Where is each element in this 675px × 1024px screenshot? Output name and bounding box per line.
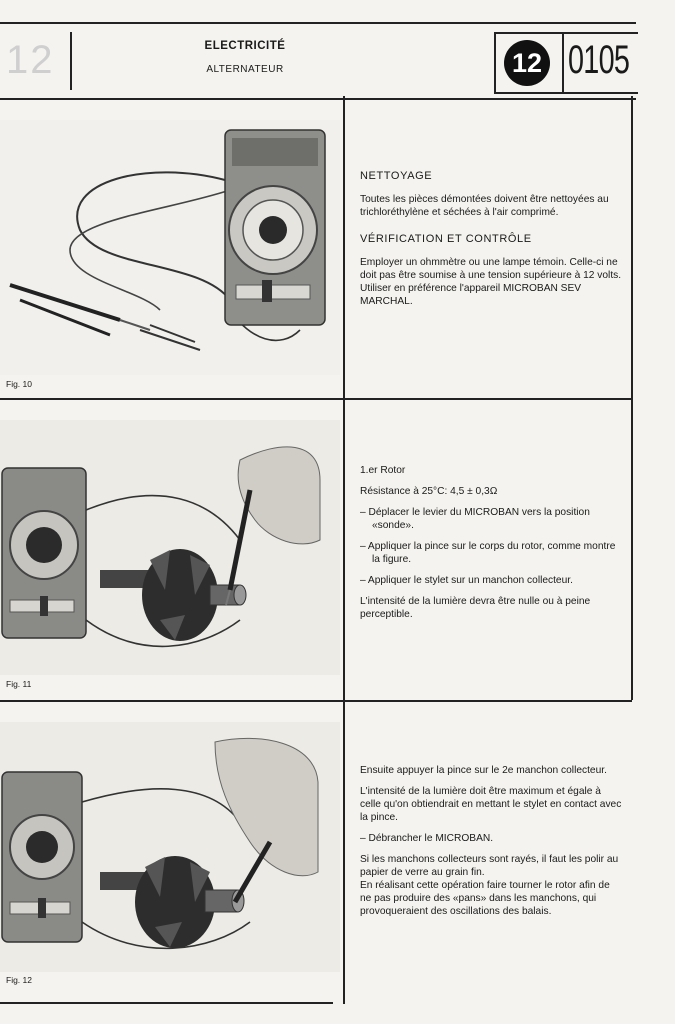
rotor-step-3: – Appliquer le stylet sur un manchon collecteur. bbox=[360, 575, 573, 586]
figure-11-caption: Fig. 11 bbox=[6, 679, 32, 689]
column-divider bbox=[343, 96, 345, 1004]
rotor-resistance: Résistance à 25°C: 4,5 ± 0,3Ω bbox=[360, 486, 498, 497]
ohmmeter-photo bbox=[0, 120, 340, 375]
rotor-test-photo-1 bbox=[0, 420, 340, 675]
collector-step: – Débrancher le MICROBAN. bbox=[360, 833, 494, 844]
ghost-logo bbox=[0, 32, 72, 90]
cleaning-heading: NETTOYAGE bbox=[360, 170, 433, 182]
page-header bbox=[0, 22, 636, 100]
section-subtitle: ALTERNATEUR bbox=[206, 64, 284, 75]
bottom-border bbox=[0, 1002, 333, 1004]
cleaning-paragraph: Toutes les pièces démontées doivent être nettoyées au trichloréthylène et séchées à l'air comprimé. bbox=[360, 194, 609, 218]
collector-paragraph-3: Si les manchons collecteurs sont rayés, il faut les polir au papier de verre au grain fin. bbox=[360, 854, 619, 878]
chapter-number-badge: 12 bbox=[504, 40, 550, 86]
rotor-note: L'intensité de la lumière devra être nulle ou à peine perceptible. bbox=[360, 596, 591, 620]
microban-paragraph: Utiliser en préférence l'appareil MICROBAN SEV MARCHAL. bbox=[360, 283, 582, 307]
collector-paragraph-2: L'intensité de la lumière doit être maximum et égale à celle qu'on obtiendrait en mettant le stylet en contact avec la pince. bbox=[360, 786, 622, 823]
figure-12-caption: Fig. 12 bbox=[6, 975, 32, 985]
rotor-test-photo-2 bbox=[0, 722, 340, 972]
figure-10-caption: Fig. 10 bbox=[6, 379, 32, 389]
collector-section bbox=[360, 764, 622, 926]
page-code-box bbox=[494, 32, 638, 94]
page-code: 0105 bbox=[568, 38, 630, 82]
row-divider-2 bbox=[0, 700, 632, 702]
rotor-step-1: – Déplacer le levier du MICROBAN vers la position «sonde». bbox=[360, 507, 590, 531]
collector-paragraph-4: En réalisant cette opération faire tourner le rotor afin de ne pas produire des «pans» dans les manchons, qui provoqueraient des oscillations des balais. bbox=[360, 880, 610, 917]
divider bbox=[562, 34, 564, 92]
verification-heading: VÉRIFICATION ET CONTRÔLE bbox=[360, 233, 532, 245]
row-divider-1 bbox=[0, 398, 632, 400]
rotor-step-2: – Appliquer la pince sur le corps du rotor, comme montre la figure. bbox=[360, 541, 616, 565]
rotor-section bbox=[360, 464, 622, 629]
section-title: ELECTRICITÉ bbox=[204, 40, 286, 52]
verification-paragraph: Employer un ohmmètre ou une lampe témoin. Celle-ci ne doit pas être soumise à une tension supérieure à 12 volts. bbox=[360, 257, 622, 281]
rotor-title: 1.er Rotor bbox=[360, 465, 406, 476]
cleaning-section bbox=[360, 170, 622, 316]
ghost-logo-text: 12 bbox=[6, 38, 55, 82]
collector-paragraph-1: Ensuite appuyer la pince sur le 2e manchon collecteur. bbox=[360, 765, 607, 776]
